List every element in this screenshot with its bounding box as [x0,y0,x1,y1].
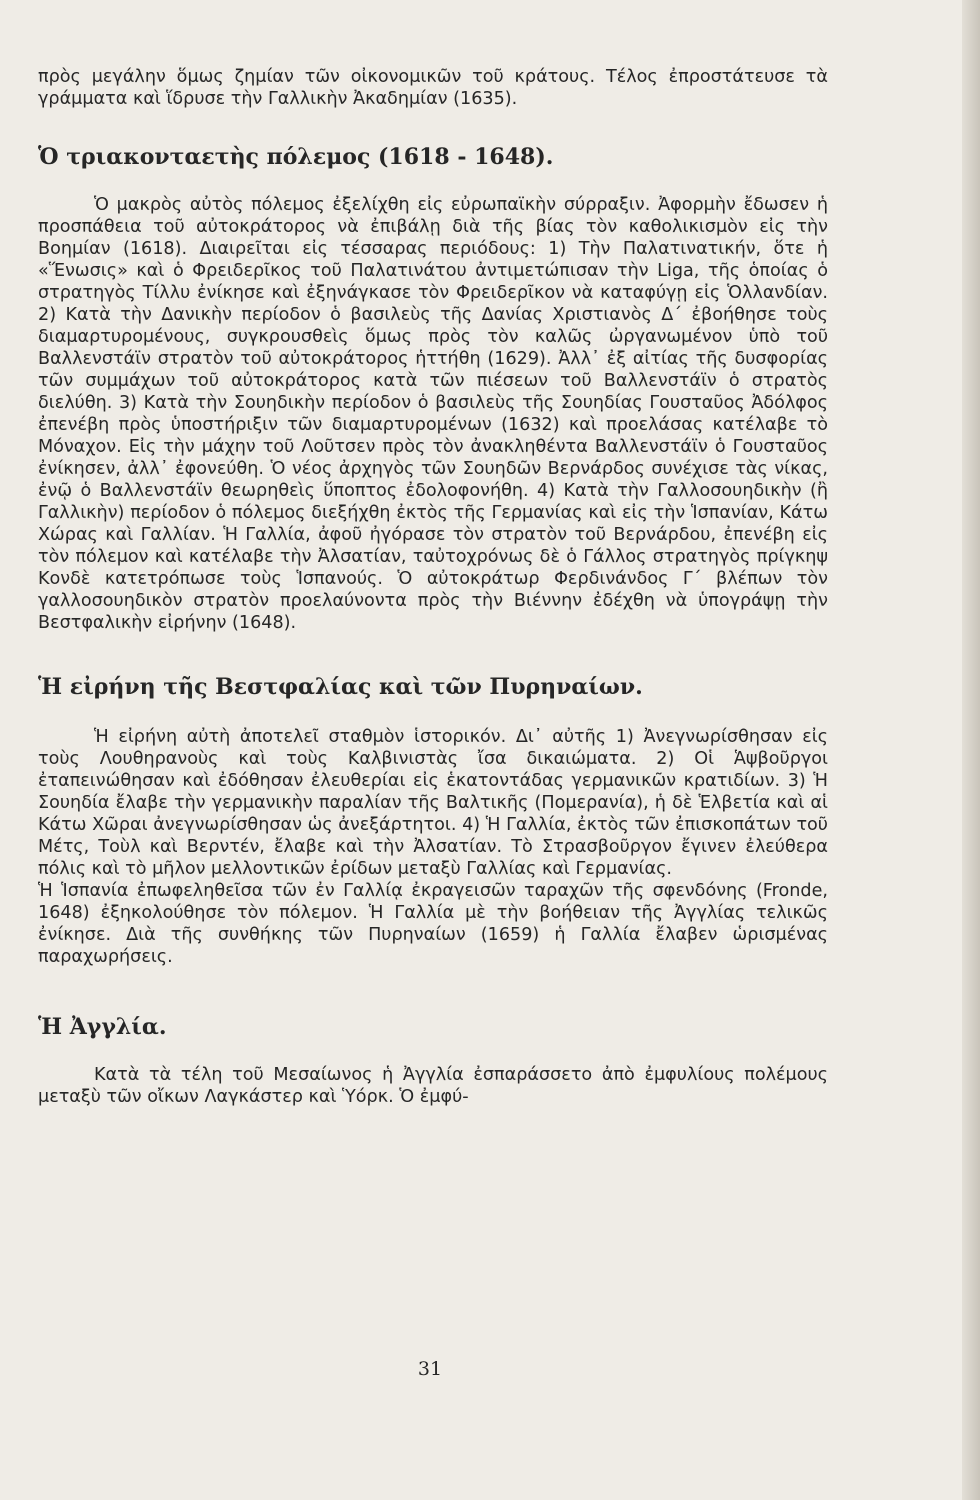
intro-paragraph: πρὸς μεγάλην ὅμως ζημίαν τῶν οἰκονομικῶν τοῦ κράτους. Τέλος ἐπροστάτευσε τὰ γράμματα καὶ ἵδρυσε τὴν Γαλλικὴν Ἀκαδημίαν (1635). [38,67,828,109]
page-edge-shadow [962,0,980,1500]
section-title-england: Ἡ Ἀγγλία. [38,1014,167,1040]
england-paragraph: Κατὰ τὰ τέλη τοῦ Μεσαίωνος ἡ Ἀγγλία ἐσπαράσσετο ἀπὸ ἐμφυλίους πολέμους μεταξὺ τῶν οἴκων Λαγκάστερ καὶ Ὑόρκ. Ὁ ἐμφύ- [38,1065,828,1107]
section-title-thirty-years-war: Ὁ τριακονταετὴς πόλεμος (1618 - 1648). [38,144,554,170]
section-title-westphalia-pyrenees: Ἡ εἰρήνη τῆς Βεστφαλίας καὶ τῶν Πυρηναίων. [38,674,643,700]
westphalia-paragraph: Ἡ εἰρήνη αὐτὴ ἀποτελεῖ σταθμὸν ἱστορικόν. Δι᾽ αὐτῆς 1) Ἀνεγνωρίσθησαν εἰς τοὺς Λουθηρανοὺς καὶ τοὺς Καλβινιστὰς ἴσα δικαιώματα. 2) Οἱ Ἁψβοῦργοι ἐταπεινώθησαν καὶ ἐδόθησαν ἐλευθερίαι εἰς ἑκατοντάδας γερμανικῶν κρατιδίων. 3) Ἡ Σουηδία ἔλαβε τὴν γερμανικὴν παραλίαν τῆς Βαλτικῆς (Πομερανία), ἡ δὲ Ἑλβετία καὶ αἱ Κάτω Χῶραι ἀνεγνωρίσθησαν ὡς ἀνεξάρτητοι. 4) Ἡ Γαλλία, ἐκτὸς τῶν ἐπισκοπάτων τοῦ Μέτς, Τοὺλ καὶ Βερντέν, ἔλαβε καὶ τὴν Ἀλσατίαν. Τὸ Στρασβοῦργον ἔγινεν ἐλεύθερα πόλις καὶ τὸ μῆλον μελλοντικῶν ἐρίδων μεταξὺ Γαλλίας καὶ Γερμανίας. [38,727,828,879]
page-content [38,66,828,1108]
thirty-years-war-paragraph: Ὁ μακρὸς αὐτὸς πόλεμος ἐξελίχθη εἰς εὐρωπαϊκὴν σύρραξιν. Ἀφορμὴν ἔδωσεν ἡ προσπάθεια τοῦ αὐτοκράτορος νὰ ἐπιβάλῃ διὰ τῆς βίας τὸν καθολικισμὸν εἰς τὴν Βοημίαν (1618). Διαιρεῖται εἰς τέσσαρας περιόδους: 1) Τὴν Παλατινατικήν, ὅτε ἡ «Ἕνωσις» καὶ ὁ Φρειδερῖκος τοῦ Παλατινάτου ἀντιμετώπισαν τὴν Liga, τῆς ὁποίας ὁ στρατηγὸς Τίλλυ ἐνίκησε καὶ ἐξηνάγκασε τὸν Φρειδερῖκον νὰ καταφύγῃ εἰς Ὁλλανδίαν. 2) Κατὰ τὴν Δανικὴν περίοδον ὁ βασιλεὺς τῆς Δανίας Χριστιανὸς Δ΄ ἐβοήθησε τοὺς διαμαρτυρομένους, συγκρουσθεὶς ὅμως πρὸς τὸν καλῶς ὠργανωμένον ὑπὸ τοῦ Βαλλενστάϊν στρατὸν τοῦ αὐτοκράτορος ἡττήθη (1629). Ἀλλ᾽ ἐξ αἰτίας τῆς δυσφορίας τῶν συμμάχων τοῦ αὐτοκράτορος κατὰ τῶν πιέσεων τοῦ Βαλλενστάϊν ὁ στρατὸς διελύθη. 3) Κατὰ τὴν Σουηδικὴν περίοδον ὁ βασιλεὺς τῆς Σουηδίας Γουσταῦος Ἀδόλφος ἐπενέβη πρὸς ὑποστήριξιν τῶν διαμαρτυρομένων (1632) καὶ προελάσας κατέλαβε τὸ Μόναχον. Εἰς τὴν μάχην τοῦ Λοῦτσεν πρὸς τὸν ἀνακληθέντα Βαλλενστάϊν ὁ Γουσταῦος ἐνίκησεν, ἀλλ᾽ ἐφονεύθη. Ὁ νέος ἀρχηγὸς τῶν Σουηδῶν Βερνάρδος συνέχισε τὰς νίκας, ἐνῷ ὁ Βαλλενστάϊν θεωρηθεὶς ὕποπτος ἐδολοφονήθη. 4) Κατὰ τὴν Γαλλοσουηδικὴν (ἢ Γαλλικὴν) περίοδον ὁ πόλεμος διεξήχθη ἐκτὸς τῆς Γερμανίας καὶ εἰς τὴν Ἱσπανίαν, Κάτω Χώρας καὶ Γαλλίαν. Ἡ Γαλλία, ἀφοῦ ἠγόρασε τὸν στρατὸν τοῦ Βερνάρδου, ἐπενέβη εἰς τὸν πόλεμον καὶ κατέλαβε τὴν Ἀλσατίαν, ταὐτοχρόνως δὲ ὁ Γάλλος στρατηγὸς πρίγκηψ Κονδὲ κατετρόπωσε τοὺς Ἱσπανούς. Ὁ αὐτοκράτωρ Φερδινάνδος Γ΄ βλέπων τὸν γαλλοσουηδικὸν στρατὸν προελαύνοντα πρὸς τὴν Βιέννην ἐδέχθη νὰ ὑπογράψῃ τὴν Βεστφαλικὴν εἰρήνην (1648). [38,195,828,633]
page-number: 31 [417,1358,443,1380]
spain-fronde-paragraph: Ἡ Ἱσπανία ἐπωφεληθεῖσα τῶν ἐν Γαλλίᾳ ἐκραγεισῶν ταραχῶν τῆς σφενδόνης (Fronde, 1648) ἐξηκολούθησε τὸν πόλεμον. Ἡ Γαλλία μὲ τὴν βοήθειαν τῆς Ἀγγλίας τελικῶς ἐνίκησε. Διὰ τῆς συνθήκης τῶν Πυρηναίων (1659) ἡ Γαλλία ἔλαβεν ὡρισμένας παραχωρήσεις. [38,881,828,967]
